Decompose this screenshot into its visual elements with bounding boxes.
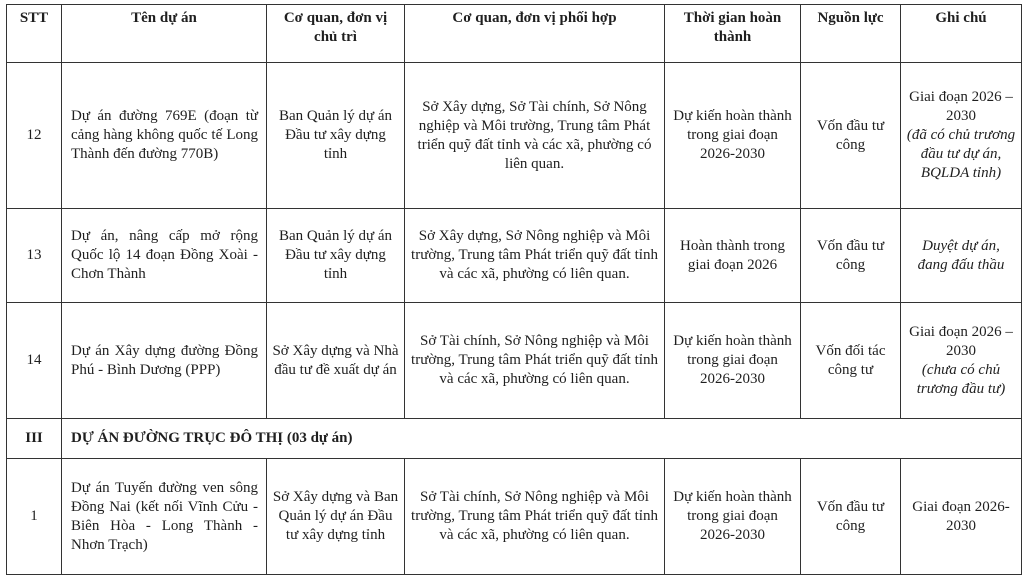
header-lead: Cơ quan, đơn vị chủ trì [267,5,405,63]
table-row [7,63,1022,209]
row-name: Dự án Tuyến đường ven sông Đồng Nai (kết nối Vĩnh Cửu - Biên Hòa - Long Thành - Nhơn Trạch) [62,459,267,575]
row-resource: Vốn đầu tư công [801,63,901,209]
project-table [6,4,1022,575]
row-note-main: Giai đoạn 2026 – 2030 [909,89,1013,124]
table-row [7,459,1022,575]
row-resource: Vốn đầu tư công [801,459,901,575]
row-stt: 12 [7,63,62,209]
row-name: Dự án Xây dựng đường Đồng Phú - Bình Dương (PPP) [62,303,267,419]
document-page [6,4,1022,575]
row-note [901,459,1022,575]
row-note-italic: (đã có chủ trương đầu tư dự án, BQLDA tỉnh) [906,127,1016,181]
row-lead: Ban Quản lý dự án Đầu tư xây dựng tỉnh [267,209,405,303]
row-lead: Sở Xây dựng và Ban Quản lý dự án Đầu tư xây dựng tỉnh [267,459,405,575]
row-note-italic: (chưa có chủ trương đầu tư) [916,361,1006,397]
section-row [7,419,1022,459]
table-row [7,303,1022,419]
row-name: Dự án đường 769E (đoạn từ cảng hàng không quốc tế Long Thành đến đường 770B) [62,63,267,209]
row-coord: Sở Xây dựng, Sở Nông nghiệp và Môi trường, Trung tâm Phát triển quỹ đất tỉnh và các xã, phường có liên quan. [405,209,665,303]
table-row [7,209,1022,303]
row-name: Dự án, nâng cấp mở rộng Quốc lộ 14 đoạn Đồng Xoài - Chơn Thành [62,209,267,303]
row-time: Dự kiến hoàn thành trong giai đoạn 2026-2030 [665,63,801,209]
row-note-main: Giai đoạn 2026 – 2030 [909,323,1013,359]
header-name: Tên dự án [62,5,267,63]
header-note: Ghi chú [901,5,1022,63]
row-stt: 1 [7,459,62,575]
row-coord: Sở Tài chính, Sở Nông nghiệp và Môi trường, Trung tâm Phát triển quỹ đất tỉnh và các xã, phường có liên quan. [405,303,665,419]
header-resource: Nguồn lực [801,5,901,63]
row-time: Dự kiến hoàn thành trong giai đoạn 2026-2030 [665,459,801,575]
row-note-italic: Duyệt dự án, đang đấu thầu [917,237,1005,273]
row-coord: Sở Tài chính, Sở Nông nghiệp và Môi trường, Trung tâm Phát triển quỹ đất tỉnh và các xã, phường có liên quan. [405,459,665,575]
section-number: III [7,419,62,459]
row-lead: Ban Quản lý dự án Đầu tư xây dựng tỉnh [267,63,405,209]
row-time: Hoàn thành trong giai đoạn 2026 [665,209,801,303]
header-stt: STT [7,5,62,63]
row-note [901,63,1022,209]
row-lead: Sở Xây dựng và Nhà đầu tư đề xuất dự án [267,303,405,419]
row-resource: Vốn đầu tư công [801,209,901,303]
row-note [901,303,1022,419]
row-note [901,209,1022,303]
row-stt: 13 [7,209,62,303]
row-time: Dự kiến hoàn thành trong giai đoạn 2026-2030 [665,303,801,419]
row-resource: Vốn đối tác công tư [801,303,901,419]
header-coord: Cơ quan, đơn vị phối hợp [405,5,665,63]
section-title: DỰ ÁN ĐƯỜNG TRỤC ĐÔ THỊ (03 dự án) [62,419,1022,459]
header-time: Thời gian hoàn thành [665,5,801,63]
row-stt: 14 [7,303,62,419]
row-coord: Sở Xây dựng, Sở Tài chính, Sở Nông nghiệp và Môi trường, Trung tâm Phát triển quỹ đất tỉnh và các xã, phường có liên quan. [405,63,665,209]
row-note-main: Giai đoạn 2026-2030 [912,498,1010,534]
header-row [7,5,1022,63]
